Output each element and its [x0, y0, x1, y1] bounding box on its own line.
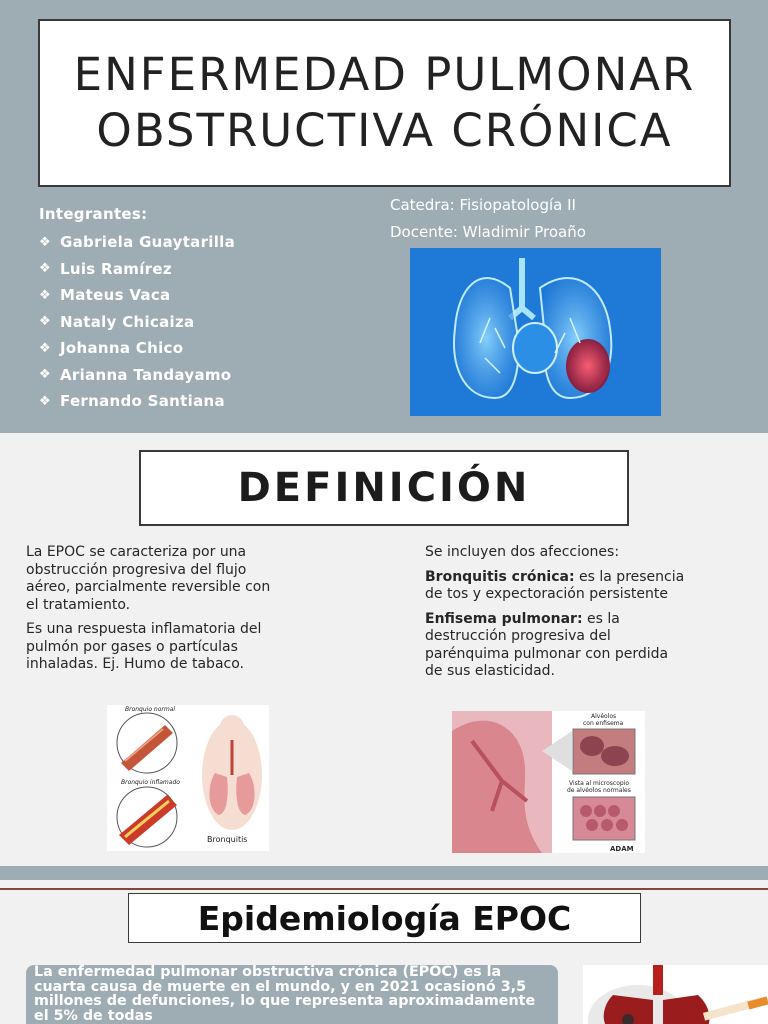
diamond-bullet-icon: ❖ [39, 234, 51, 250]
title-slide [0, 0, 768, 433]
emphysema-label-2: con enfisema [583, 720, 624, 727]
definition-right-column [425, 544, 685, 688]
lungs-illustration [410, 248, 661, 416]
course-info [390, 192, 586, 246]
epidemiology-text-box [26, 965, 558, 1024]
epidemiology-text: La enfermedad pulmonar obstructiva crónica (EPOC) es la cuarta causa de muerte en el mundo, y en 2021 ocasionó 3,5 millones de defunciones, lo que representa aproximadamente el 5% de todas [34, 965, 536, 1024]
emphysema-illustration [452, 711, 645, 853]
members-list [39, 205, 235, 415]
diamond-bullet-icon: ❖ [39, 287, 51, 303]
bronquitis-desc: es la presencia de tos y expectoración persistente [425, 568, 685, 602]
teacher-name: Docente: Wladimir Proaño [390, 223, 586, 241]
normal-bronchus-label: Bronquio normal [125, 706, 176, 713]
member-item [39, 362, 235, 389]
diamond-bullet-icon: ❖ [39, 367, 51, 383]
bronchitis-illustration [107, 705, 269, 851]
diamond-bullet-icon: ❖ [39, 261, 51, 277]
member-item [39, 229, 235, 256]
title-box [38, 19, 731, 187]
smoking-lungs-illustration [583, 965, 768, 1024]
bronquitis-term: Bronquitis crónica: [425, 568, 575, 585]
member-name: Mateus Vaca [60, 286, 171, 305]
definition-left-column [26, 544, 286, 681]
member-item [39, 256, 235, 283]
slide-separator [0, 866, 768, 880]
definition-paragraph-1: La EPOC se caracteriza por una obstrucción progresiva del flujo aéreo, parcialmente reversible con el tratamiento. [26, 544, 271, 613]
bronchitis-label: Bronquitis [207, 835, 248, 844]
divider-line [0, 888, 768, 890]
definition-slide [0, 433, 768, 866]
member-item [39, 282, 235, 309]
definition-paragraph-2: Es una respuesta inflamatoria del pulmón por gases o partículas inhaladas. Ej. Humo de tabaco. [26, 621, 262, 672]
bronquitis-item [425, 569, 685, 604]
definition-heading-box [139, 450, 629, 526]
microscope-label-1: Vista al microscopio [569, 780, 630, 787]
enfisema-term: Enfisema pulmonar: [425, 610, 583, 627]
member-name: Johanna Chico [60, 339, 184, 358]
conditions-intro: Se incluyen dos afecciones: [425, 544, 620, 560]
member-name: Arianna Tandayamo [60, 365, 232, 384]
epidemiology-heading: Epidemiología EPOC [197, 898, 572, 938]
definition-heading: DEFINICIÓN [237, 465, 531, 511]
title-line-1: ENFERMEDAD PULMONAR [73, 48, 696, 101]
member-item [39, 388, 235, 415]
microscope-label-2: de alvéolos normales [567, 787, 631, 794]
adam-logo: ADAM [610, 845, 634, 853]
member-name: Fernando Santiana [60, 392, 225, 411]
emphysema-label-1: Alvéolos [591, 713, 617, 720]
title-line-2: OBSTRUCTIVA CRÓNICA [96, 104, 673, 157]
diamond-bullet-icon: ❖ [39, 393, 51, 409]
inflamed-bronchus-label: Bronquio inflamado [121, 779, 180, 786]
epidemiology-slide [0, 880, 768, 1024]
member-item [39, 335, 235, 362]
enfisema-item [425, 611, 685, 681]
members-heading: Integrantes: [39, 205, 148, 223]
member-name: Luis Ramírez [60, 259, 172, 278]
member-item [39, 309, 235, 336]
member-name: Nataly Chicaiza [60, 312, 195, 331]
epidemiology-heading-box [128, 893, 641, 943]
diamond-bullet-icon: ❖ [39, 314, 51, 330]
member-name: Gabriela Guaytarilla [60, 233, 236, 252]
course-name: Catedra: Fisiopatología II [390, 196, 576, 214]
enfisema-desc: es la destrucción progresiva del parénquima pulmonar con perdida de sus elasticidad. [425, 610, 669, 679]
diamond-bullet-icon: ❖ [39, 340, 51, 356]
